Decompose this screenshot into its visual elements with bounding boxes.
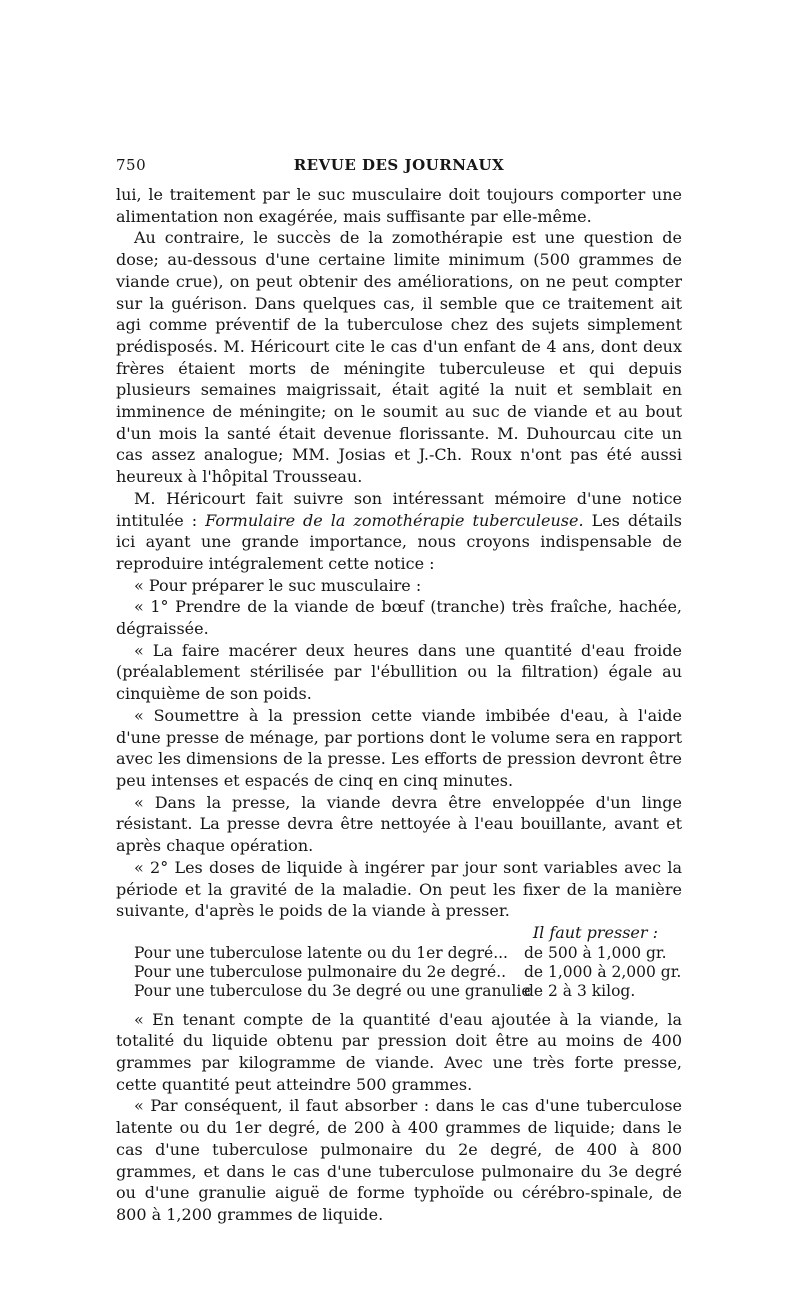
paragraph-text: M. Héricourt fait suivre son intéressant mémoire d'une notice intitulée : (116, 488, 682, 530)
table-row (134, 982, 682, 1001)
table-heading: Il faut presser : (532, 922, 658, 942)
article-body (116, 184, 682, 1226)
dose-table (134, 944, 682, 1001)
dose-label: Pour une tuberculose du 3e degré ou une granulie (134, 981, 531, 1000)
dose-label: Pour une tuberculose pulmonaire du 2e degré.. (134, 962, 507, 981)
table-row (134, 963, 682, 982)
dose-value: de 1,000 à 2,000 gr. (524, 962, 682, 981)
paragraph-text: Les détails ici ayant une grande importance, nous croyons indispensable de reproduire intégralement cette notice : (116, 510, 682, 573)
page (116, 0, 682, 1304)
paragraph: lui, le traitement par le suc musculaire doit toujours comporter une alimentation non exagérée, mais suffisante par elle-même. (116, 185, 682, 226)
dose-label: Pour une tuberculose latente ou du 1er degré... (134, 943, 508, 962)
running-title: REVUE DES JOURNAUX (293, 156, 505, 174)
paragraph: « Soumettre à la pression cette viande imbibée d'eau, à l'aide d'une presse de ménage, par portions dont le volume sera en rapport avec les dimensions de la presse. Les efforts de pression devront être peu intenses et espacés de cinq en cinq minutes. (116, 705, 682, 790)
paragraph (116, 488, 682, 575)
table-row (134, 944, 682, 963)
paragraph: « 1° Prendre de la viande de bœuf (tranche) très fraîche, hachée, dégraissée. (116, 597, 682, 639)
formulary-title: Formulaire de la zomothérapie tuberculeuse. (205, 510, 584, 530)
dose-value: de 2 à 3 kilog. (524, 981, 636, 1000)
paragraph: Au contraire, le succès de la zomothérapie est une question de dose; au-dessous d'une certaine limite minimum (500 grammes de viande crue), on peut obtenir des améliorations, on ne peut compter sur la guérison. Dans quelques cas, il semble que ce traitement ait agi comme préventif de la tuberculose chez des sujets simplement prédisposés. M. Héricourt cite le cas d'un enfant de 4 ans, dont deux frères étaient morts de méningite tuberculeuse et qui depuis plusieurs semaines maigrissait, était agité la nuit et semblait en imminence de méningite; on le soumit au suc de viande et au bout d'un mois la santé était devenue florissante. M. Duhourcau cite un cas assez analogue; MM. Josias et J.-Ch. Roux n'ont pas été aussi heureux à l'hôpital Trousseau. (116, 228, 682, 487)
paragraph: « Par conséquent, il faut absorber : dans le cas d'une tuberculose latente ou du 1er degré, de 200 à 400 grammes de liquide; dans le cas d'une tuberculose pulmonaire du 2e degré, de 400 à 800 grammes, et dans le cas d'une tuberculose pulmonaire du 3e degré ou d'une granulie aiguë de forme typhoïde ou cérébro-spinale, de 800 à 1,200 grammes de liquide. (116, 1096, 682, 1224)
paragraph: « La faire macérer deux heures dans une quantité d'eau froide (préalablement stérilisée par l'ébullition ou la filtration) égale au cinquième de son poids. (116, 640, 682, 704)
paragraph: « 2° Les doses de liquide à ingérer par jour sont variables avec la période et la gravité de la maladie. On peut les fixer de la manière suivante, d'après le poids de la viande à presser. (116, 857, 682, 921)
paragraph: « En tenant compte de la quantité d'eau ajoutée à la viande, la totalité du liquide obtenu par pression doit être au moins de 400 grammes par kilogramme de viande. Avec une très forte presse, cette quantité peut atteindre 500 grammes. (116, 1009, 682, 1094)
page-header (116, 156, 682, 180)
dose-value: de 500 à 1,000 gr. (524, 943, 667, 962)
paragraph: « Pour préparer le suc musculaire : (134, 575, 422, 595)
page-number: 750 (116, 156, 147, 174)
paragraph: « Dans la presse, la viande devra être enveloppée d'un linge résistant. La presse devra être nettoyée à l'eau bouillante, avant et après chaque opération. (116, 792, 682, 856)
